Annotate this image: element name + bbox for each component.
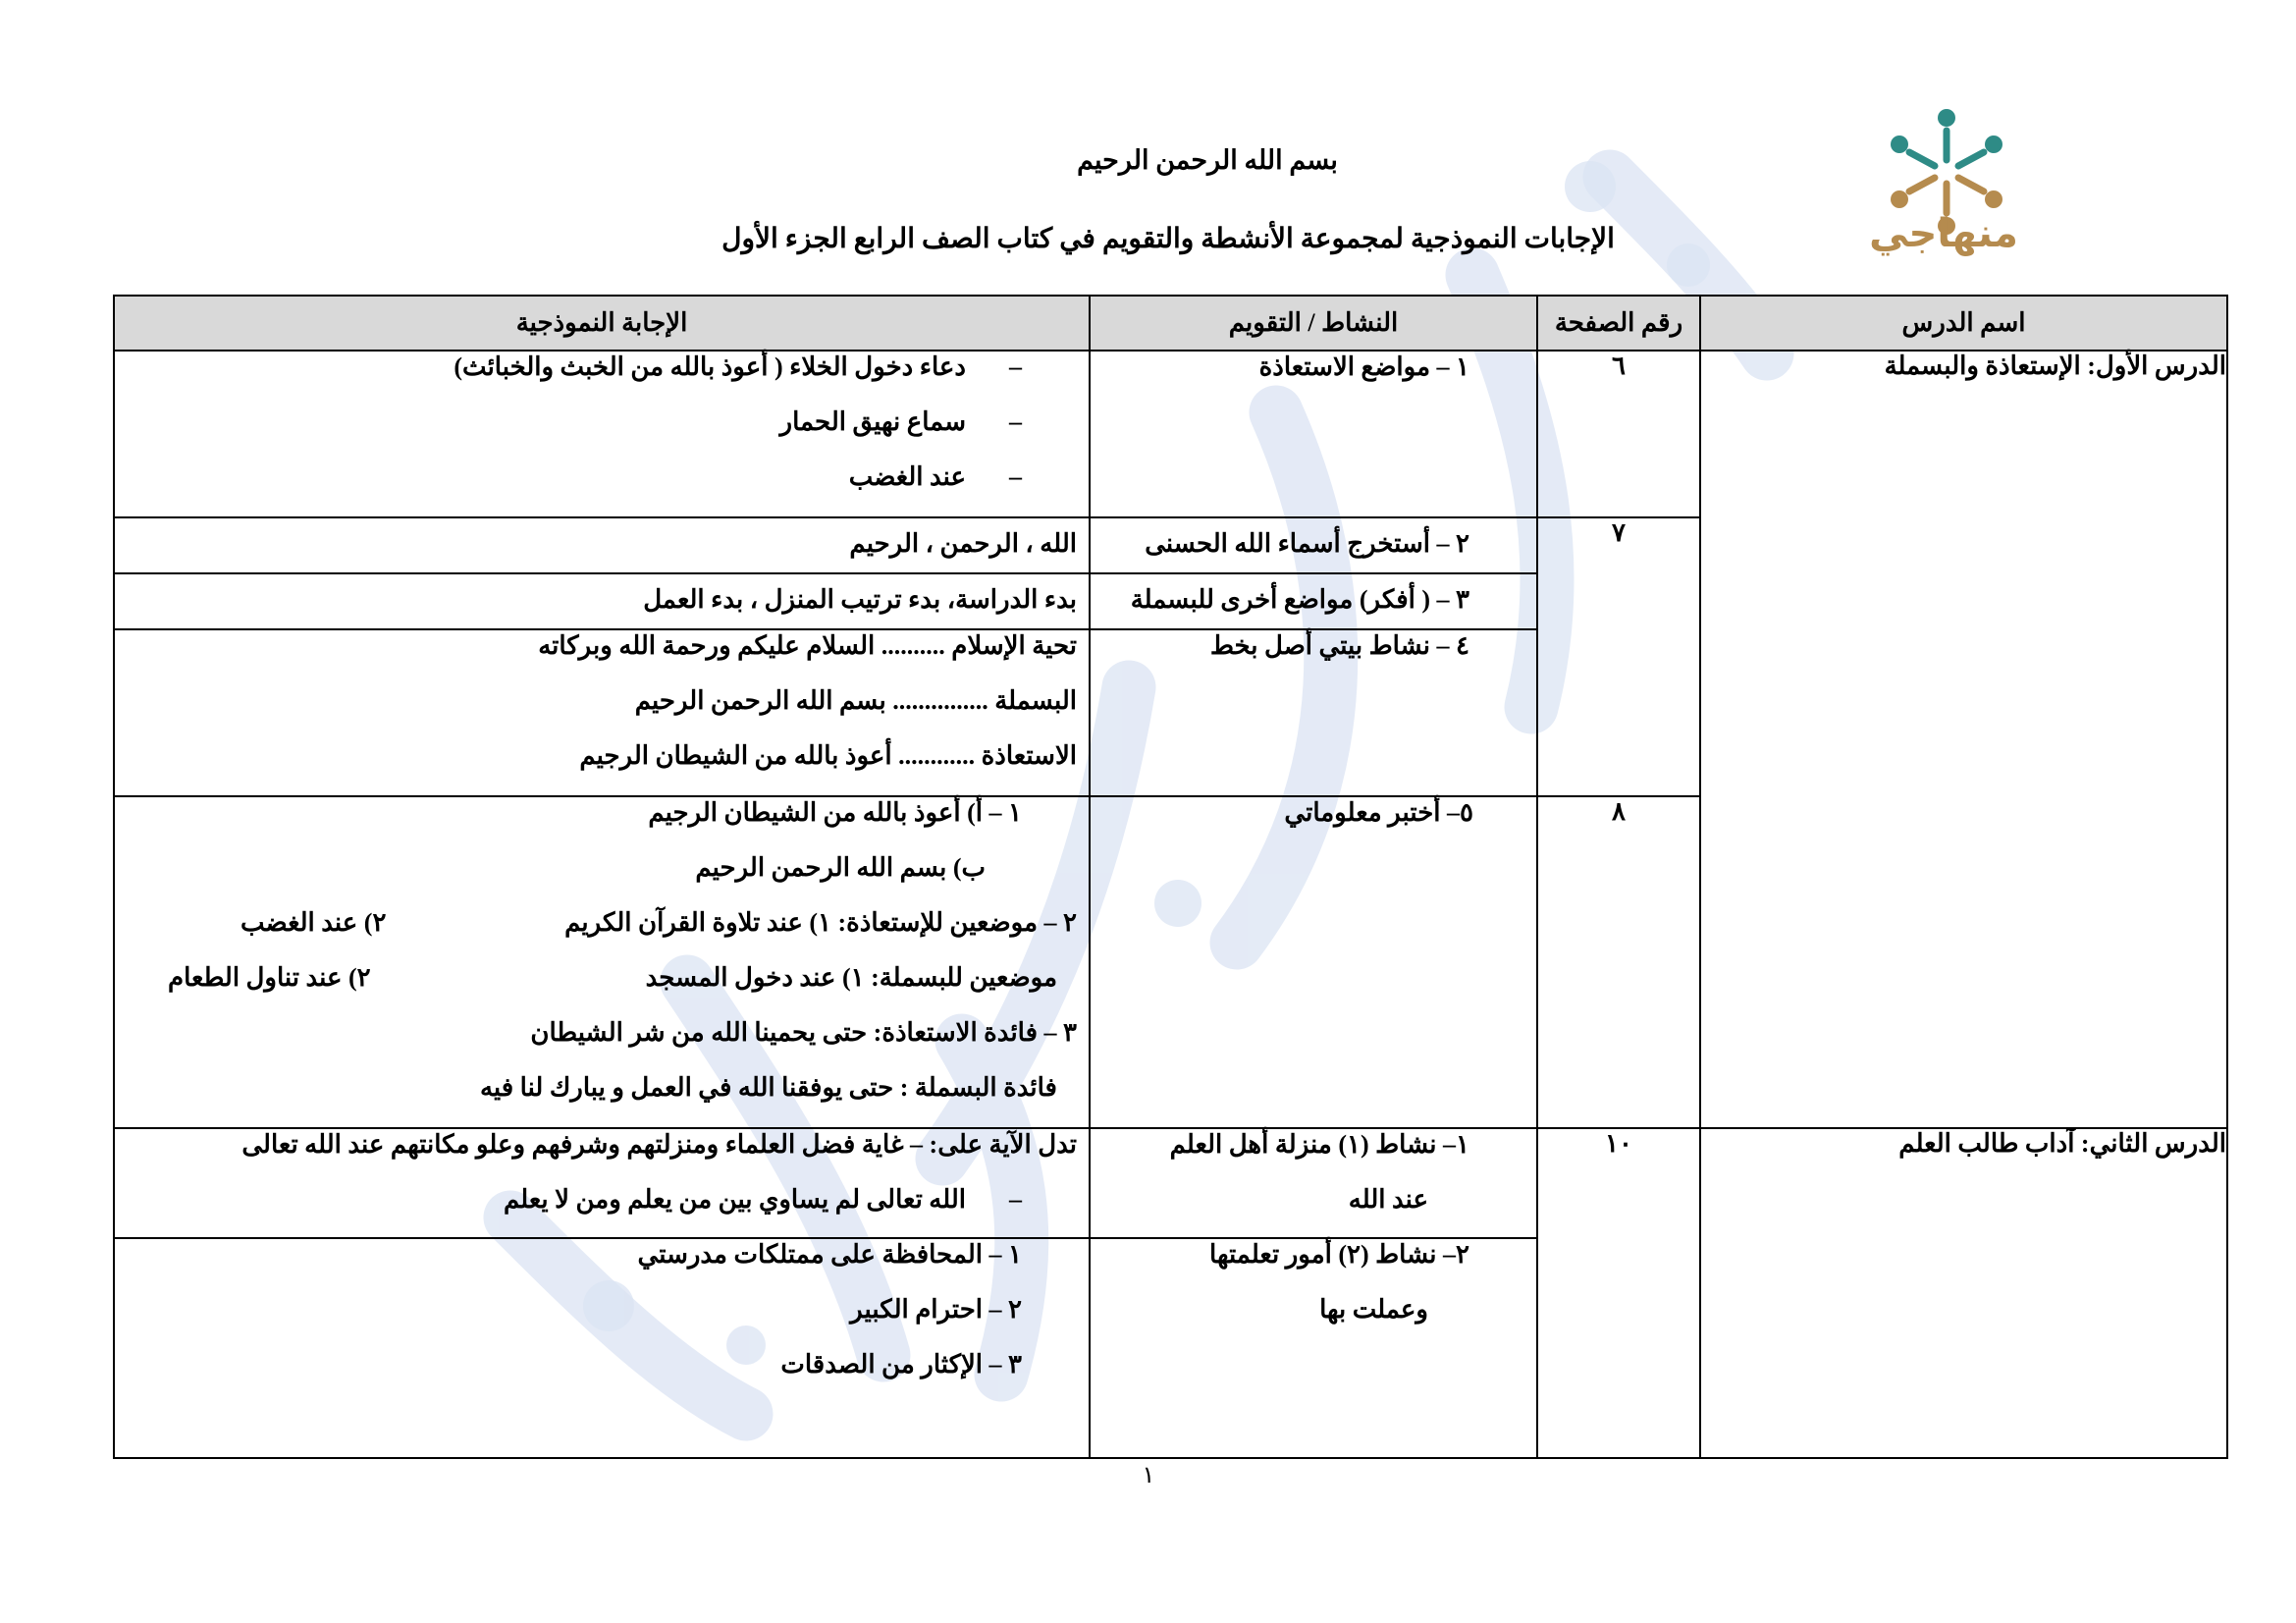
answer-cell <box>114 573 1090 629</box>
answer-cell <box>114 517 1090 573</box>
activity-text: عند الله <box>1348 1185 1428 1214</box>
answer-line: فائدة البسملة : حتى يوفقنا الله في العمل و يبارك لنا فيه <box>479 1073 1057 1102</box>
answer-cell <box>114 796 1090 1128</box>
answer-cell <box>114 1128 1090 1238</box>
table-row <box>114 1128 2227 1238</box>
activity-text: ٢– نشاط (٢) أمور تعلمتها <box>1209 1240 1469 1269</box>
activity-cell <box>1090 1238 1537 1458</box>
activity-cell <box>1090 517 1537 573</box>
header-page: رقم الصفحة <box>1537 296 1700 351</box>
lesson-name: الدرس الأول: الإستعاذة والبسملة <box>1700 351 2227 1128</box>
answer-line: الاستعاذة ............ أعوذ بالله من الشيطان الرجيم <box>579 741 1077 770</box>
answer-line: ٢ – احترام الكبير <box>850 1295 1022 1324</box>
header-activity: النشاط / التقويم <box>1090 296 1537 351</box>
answer-line: – عند الغضب <box>848 462 1022 491</box>
answer-line: ١ – المحافظة على ممتلكات مدرستي <box>637 1240 1022 1269</box>
answer-line: الله ، الرحمن ، الرحيم <box>849 529 1077 558</box>
answer-line: – دعاء دخول الخلاء ( أعوذ بالله من الخبث والخبائث) <box>454 352 1022 381</box>
page-number-cell: ٦ <box>1537 351 1700 517</box>
table-header-row <box>114 296 2227 351</box>
answer-cell <box>114 351 1090 517</box>
answer-line: تدل الآية على: – غاية فضل العلماء ومنزلتهم وشرفهم وعلو مكانتهم عند الله تعالى <box>241 1130 1077 1159</box>
basmala: بسم الله الرحمن الرحيم <box>1077 145 1338 175</box>
page-title: الإجابات النموذجية لمجموعة الأنشطة والتقويم في كتاب الصف الرابع الجزء الأول <box>721 224 1615 254</box>
answer-line: – الله تعالى لم يساوي بين من يعلم ومن لا يعلم <box>503 1185 1022 1214</box>
page-number-cell: ٨ <box>1537 796 1700 1128</box>
activity-cell <box>1090 1128 1537 1238</box>
activity-text: ٤ – نشاط بيتي أصل بخط <box>1209 631 1469 660</box>
logo-text: منهاجي <box>1869 211 2018 256</box>
page-number: ١ <box>1142 1463 1155 1488</box>
table-row <box>114 351 2227 517</box>
answer-line: ٣ – الإكثار من الصدقات <box>780 1350 1022 1379</box>
answer-cell <box>114 1238 1090 1458</box>
activity-cell <box>1090 629 1537 796</box>
header-answer: الإجابة النموذجية <box>114 296 1090 351</box>
answer-line: بدء الدراسة، بدء ترتيب المنزل ، بدء العمل <box>643 585 1077 614</box>
answer-line: البسملة ............... بسم الله الرحمن الرحيم <box>634 686 1077 715</box>
page-number-cell: ١٠ <box>1537 1128 1700 1458</box>
activity-text: ٣ – ( أفكر) مواضع أخرى للبسملة <box>1130 585 1469 614</box>
lesson-name: الدرس الثاني: آداب طالب العلم <box>1700 1128 2227 1458</box>
answer-line: – سماع نهيق الحمار <box>779 407 1022 436</box>
activity-cell <box>1090 796 1537 1128</box>
activity-text: ٢ – أستخرج أسماء الله الحسنى <box>1145 529 1469 558</box>
answer-line: ٢ – موضعين للإستعاذة: ١) عند تلاوة القرآن الكريم ٢) عند الغضب <box>240 908 1077 937</box>
activity-text: وعملت بها <box>1319 1295 1428 1324</box>
answer-line: تحية الإسلام .......... السلام عليكم ورحمة الله وبركاته <box>538 631 1077 660</box>
activity-cell <box>1090 573 1537 629</box>
answer-cell <box>114 629 1090 796</box>
answer-line: موضعين للبسملة: ١) عند دخول المسجد ٢) عند تناول الطعام <box>168 963 1057 992</box>
answer-line: ب) بسم الله الرحمن الرحيم <box>695 853 986 882</box>
activity-text: ١– نشاط (١) منزلة أهل العلم <box>1169 1130 1469 1159</box>
activity-text: ٥– أختبر معلوماتي <box>1284 798 1473 827</box>
answer-line: ١ – أ) أعوذ بالله من الشيطان الرجيم <box>648 798 1022 827</box>
activity-text: ١ – مواضع الاستعاذة <box>1258 352 1469 381</box>
header-lesson: اسم الدرس <box>1700 296 2227 351</box>
activity-cell <box>1090 351 1537 517</box>
answers-table <box>113 295 2228 1459</box>
page-number-cell: ٧ <box>1537 517 1700 796</box>
answer-line: ٣ – فائدة الاستعاذة: حتى يحمينا الله من شر الشيطان <box>530 1018 1077 1047</box>
